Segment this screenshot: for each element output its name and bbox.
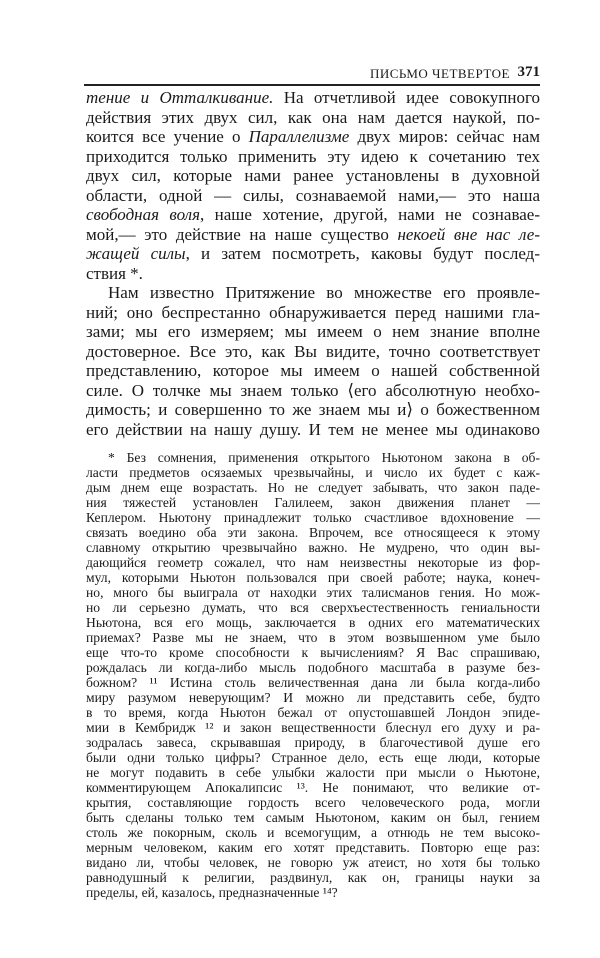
text-segment: коится все учение о [86,127,249,146]
main-text-line [86,127,540,147]
footnote-line [86,690,540,705]
text-segment: славному открытию чрезвычайно важно. Не мудрено, что один вы- [86,540,540,555]
text-segment: мии в Кембридж ¹² и закон вещественности блеснул его духу и ра- [86,720,540,735]
main-text-line [86,147,540,167]
text-segment: На отчетливой идее совокупного [273,88,540,107]
footnote-line [86,540,540,555]
text-segment: комментирующем Апокалипсис ¹³. Не понимают, что великие от- [86,780,540,795]
text-segment: Кеплером. Ньютону принадлежит только счастливое вдохновение — [86,510,540,525]
text-segment: представлению, которое мы имеем о нашей собственной [86,361,540,380]
text-segment: ствия *. [86,263,143,283]
main-text-line [86,361,540,381]
text-segment: , и затем посмотреть, каковы будут послед- [185,244,540,263]
text-segment: приемах? Разве мы не знаем, что в этом возвышенном уме было [86,630,540,645]
footnote-line [86,885,540,900]
text-segment: двух сил, которые нами ранее установлены в духовной [86,166,540,185]
text-segment: действия этих двух сил, как она нам дается наукой, по- [86,107,540,127]
text-segment: но ли серьезно думать, что вся сверхъестественность гениальности [86,600,540,615]
text-segment: области, одной — силы, сознаваемой нами,— это наша [86,185,540,205]
text-segment: достоверное. Все это, как Вы видите, точно соответствует [86,341,540,361]
footnote-line [86,765,540,780]
footnote-line [86,450,540,465]
text-segment: приходится только применить эту идею к сочетанию тех [86,146,540,166]
footnote-line [86,825,540,840]
main-text-line [86,342,540,362]
text-segment: ласти предметов осязаемых чрезвычайны, и число их будет с каж- [86,465,540,480]
footnote-line [86,870,540,885]
italic-text: некоей вне нас ле- [397,224,540,244]
main-text-line [86,303,540,323]
footnote-line [86,660,540,675]
text-segment: в то время, когда Ньютон бежал от опустошавшей Лондон эпиде- [86,705,540,720]
main-text-line [86,400,540,420]
text-segment: двух миров: сейчас нам [349,127,540,146]
text-segment: * Без сомнения, применения открытого Ньютоном закона в об- [108,450,540,465]
footnote-line [86,675,540,690]
footnote-line [86,570,540,585]
footnote [86,450,540,900]
footnote-line [86,465,540,480]
footnote-line [86,840,540,855]
footnote-line [86,555,540,570]
main-text-line [86,322,540,342]
text-segment: ний; оно беспрестанно обнаруживается перед нашими гла- [86,302,540,322]
footnote-line [86,750,540,765]
text-segment: мерным человеком, каким его хотят представить. Повторю еще раз: [86,840,540,855]
text-segment: мой,— это действие на наше существо [86,224,398,244]
footnote-line [86,645,540,660]
main-text-line [86,88,540,108]
main-text-line [86,244,540,264]
main-text-line [86,381,540,401]
text-segment: силе. О толчке мы знаем только ⟨его абсолютную необхо- [86,380,540,400]
text-segment: миру разумом неверующим? И можно ли представить себе, будто [86,690,540,705]
text-segment: равнодушный к религии, раздвинул, как он, границы науки за [86,870,540,885]
main-text-line [86,108,540,128]
main-text-line [86,166,540,186]
footnote-line [86,480,540,495]
text-segment: не могут подавить в себе улыбки жалости при мысли о Ньютоне, [86,765,540,780]
text-segment: , наше хотение, другой, нами не сознавае- [199,205,540,224]
footnote-line [86,525,540,540]
text-segment: Ньютона, вся его мощь, заключается в одних его математических [86,615,540,630]
footnote-line [86,495,540,510]
text-segment: дым днем еще возрастать. Но не следует забывать, что закон паде- [86,480,540,495]
text-segment: мул, которыми Ньютон пользовался при своей работе; наука, конеч- [86,570,540,585]
footnote-line [86,810,540,825]
text-segment: зодралась завеса, скрывавшая природу, в благочестивой душе его [86,735,540,750]
footnote-line [86,720,540,735]
footnote-line [86,510,540,525]
footnote-line [86,795,540,810]
main-text-line [86,186,540,206]
footnote-line [86,735,540,750]
main-text-line [86,225,540,245]
text-segment: Нам известно Притяжение во множестве его проявле- [108,283,540,302]
italic-text: свободная воля [86,205,200,224]
main-text-line [86,264,540,284]
footnote-line [86,585,540,600]
italic-text: Параллелизме [248,127,350,146]
footnote-line [86,600,540,615]
text-segment: ния тяжестей установлен Галилеем, закон движения планет — [86,495,540,510]
page-number: 371 [517,64,540,80]
text-segment: крытия, составляющие гордость всего человеческого рода, могли [86,795,540,810]
footnote-line [86,855,540,870]
text-segment: его действии на нашу душу. И тем не менее мы одинаково [86,419,540,439]
main-text [86,88,540,439]
footnote-line [86,780,540,795]
text-segment: быть сделаны только тем самым Ньютоном, каким он был, гением [86,810,540,825]
text-segment: божном? ¹¹ Истина столь величественная дана ли была когда-либо [86,675,540,690]
main-text-line [86,420,540,440]
text-segment: были одни только цифры? Странное дело, есть еще люди, которые [86,750,540,765]
footnote-line [86,615,540,630]
text-segment: дающийся геометр сожалел, что нам неизвестны некоторые из фор- [86,555,540,570]
text-segment: пределы, ей, казалось, предназначенные ¹⁴? [86,885,338,900]
main-text-line [86,205,540,225]
main-text-line [86,283,540,303]
page-header [84,64,540,86]
text-segment: зами; мы его измеряем; мы имеем о нем знание вполне [86,322,540,341]
running-title: ПИСЬМО ЧЕТВЕРТОЕ [369,66,510,81]
text-segment: столь же покорным, сколь и всемогущим, а отнюдь не тем высоко- [86,825,540,840]
footnote-line [86,705,540,720]
footnote-line [86,630,540,645]
text-segment: еще что-то кроме способности к вычислениям? Я Вас спрашиваю, [86,645,540,660]
text-segment: димость; и совершенно то же знаем мы и⟩ о божественном [86,400,540,419]
text-segment: связать воедино оба эти закона. Впрочем, все относящееся к этому [86,525,540,540]
italic-text: тение и Отталкивание. [86,88,274,107]
italic-text: жащей силы [86,244,186,263]
text-segment: видано ли, чтобы человек, не говорю уж атеист, но хотя бы только [86,855,540,870]
text-segment: рождалась ли когда-либо мысль подобного масштаба в разуме без- [86,660,540,675]
text-segment: но, много бы выиграла от находки этих талисманов гения. Но мож- [86,585,540,600]
